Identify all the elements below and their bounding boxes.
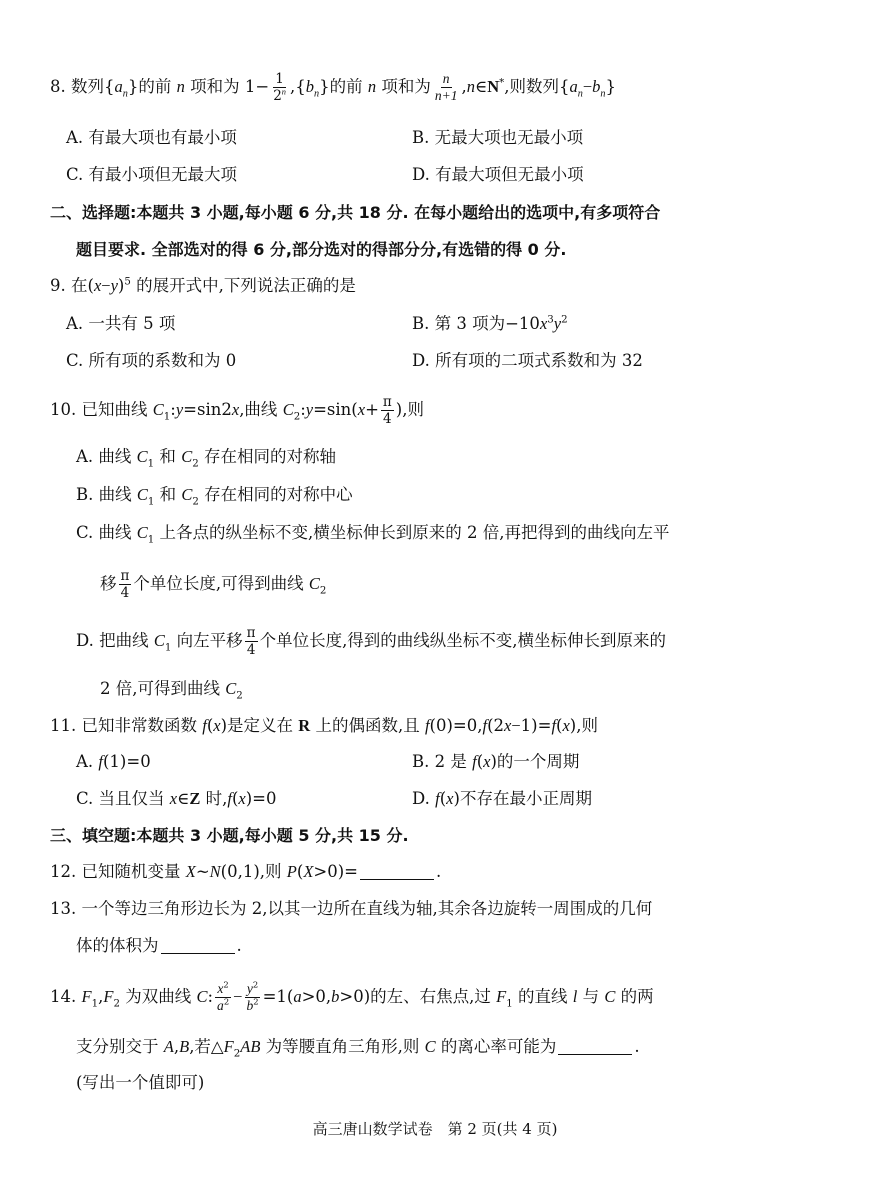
q14-frac-y: $\frac{y^2}{b^2}$ [246,979,259,1014]
section-2-instructions: 题目要求. 全部选对的得 6 分,部分选对的得部分分,有选错的得 0 分. [76,240,567,259]
q13-answer-blank[interactable] [161,935,235,954]
page-footer: 高三唐山数学试卷 第 2 页(共 4 页) [312,1120,558,1138]
q10-stem: 10. 已知曲线 $C_1:y=\sin 2x$,曲线 $C_2:y=\sin(x+$ $\frac{\pi}{4}$ ),则 [50,394,424,428]
q9-option-b: B. 第 3 项为$-10x^3y^2$ [412,314,568,333]
q10-option-a: A. 曲线 $C_1$ 和 $C_2$ 存在相同的对称轴 [76,447,336,470]
q11-option-b: B. 2 是 f(x)的一个周期 [412,752,580,771]
q10-option-c-line1: C. 曲线 $C_1$ 上各点的纵坐标不变,横坐标伸长到原来的 2 倍,再把得到的曲线向左平 [76,523,670,546]
q11-option-a: A. f(1)=0 [76,752,151,771]
q8-frac-1: $\frac{1}{2^n}$ [273,71,286,105]
q8-option-a: A. 有最大项也有最小项 [66,128,237,147]
q8-option-c: C. 有最小项但无最大项 [66,165,238,184]
q11-option-c: C. 当且仅当 x∈Z 时,f(x)=0 [76,789,277,808]
q14-stem-line1: 14. $F_1,F_2$ 为双曲线 C: $\frac{x^2}{a^2}$ − $\frac{y^2}{b^2}$ =1(a>0,b>0)的左、右焦点,过 $F_1$ 的直线 l 与 C 的两 [50,979,654,1014]
q8-option-d: D. 有最大项但无最小项 [412,165,584,184]
q8-frac-2: $\frac{n}{n+1}$ [434,71,458,104]
q10-option-d-line2: 2 倍,可得到曲线 $C_2$ [100,679,243,702]
q9-option-c: C. 所有项的系数和为 0 [66,351,237,370]
q13-stem-line2: 体的体积为 . [76,936,242,955]
q10-pi-over-4: $\frac{\pi}{4}$ [382,394,392,428]
q10-option-b: B. 曲线 $C_1$ 和 $C_2$ 存在相同的对称中心 [76,485,353,508]
q11-stem: 11. 已知非常数函数 f(x)是定义在 R 上的偶函数,且 f(0)=0,f(2x−1)=f(x),则 [50,716,598,735]
q11-option-d: D. f(x)不存在最小正周期 [412,789,592,808]
q14-note: (写出一个值即可) [76,1073,205,1092]
q10-option-d-line1: D. 把曲线 $C_1$ 向左平移 $\frac{\pi}{4}$ 个单位长度,得到的曲线纵坐标不变,横坐标伸长到原来的 [76,625,667,659]
q9-option-a: A. 一共有 5 项 [66,314,176,333]
q14-stem-line2: 支分别交于 A,B,若$\triangle F_2AB$ 为等腰直角三角形,则 C 的离心率可能为 . [76,1037,640,1060]
q9-option-d: D. 所有项的二项式系数和为 32 [412,351,643,370]
q12-answer-blank[interactable] [360,861,434,880]
q14-frac-x: $\frac{x^2}{a^2}$ [217,979,230,1014]
section-3-heading: 三、填空题:本题共 3 小题,每小题 5 分,共 15 分. [50,826,409,845]
q12-stem: 12. 已知随机变量 X~N(0,1),则 P(X>0)= . [50,862,442,881]
q8-option-b: B. 无最大项也无最小项 [412,128,584,147]
q8-stem: 8. 数列$\{a_n\}$的前 n 项和为 1− $\frac{1}{2^n}$ $,\{b_n\}$的前 n 项和为 $\frac{n}{n+1}$ ,n∈N*,则数列$\{a_n-b_n\}$ [50,71,617,105]
q9-stem: 9. 在$(x-y)^5$ 的展开式中,下列说法正确的是 [50,276,356,295]
q14-answer-blank[interactable] [558,1036,632,1055]
section-2-heading: 二、选择题:本题共 3 小题,每小题 6 分,共 18 分. 在每小题给出的选项中,有多项符合 [50,203,661,222]
q10-option-c-line2: 移 $\frac{\pi}{4}$ 个单位长度,可得到曲线 $C_2$ [100,568,327,602]
q13-stem-line1: 13. 一个等边三角形边长为 2,以其一边所在直线为轴,其余各边旋转一周围成的几何 [50,899,653,918]
